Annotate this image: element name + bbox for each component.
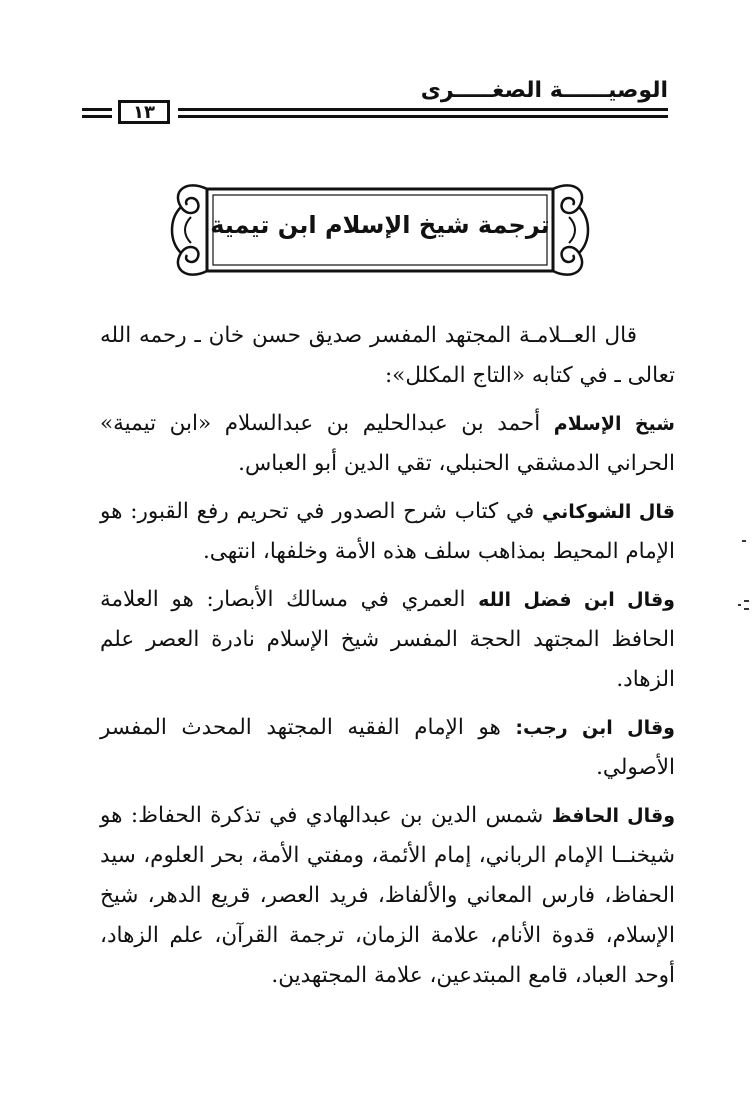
paragraph-lead: وقال ابن رجب:	[515, 717, 675, 739]
paragraph-text: العمري في مسالك الأبصار: هو العلامة الحافظ المجتهد الحجة المفسر شيخ الإسلام نادرة العصر علم الزهاد.	[100, 587, 675, 692]
paragraph-lead: وقال الحافظ	[551, 805, 676, 827]
page-number: ١٣	[118, 100, 170, 124]
paragraph	[100, 708, 675, 788]
paragraph	[100, 580, 675, 700]
paragraph-text: شمس الدين بن عبدالهادي في تذكرة الحفاظ: هو شيخنــا الإمام الرباني، إمام الأئمة، ومفتي الأمة، بحر العلوم، سيد الحفاظ، فارس المعاني والألفاظ، فريد العصر، قريع الدهر، شيخ الإسلام، قدوة الأنام، علامة الزمان، ترجمة القرآن، علم الزهاد، أوحد العباد، قامع المبتدعين، علامة المجتهدين.	[100, 803, 675, 988]
paragraph	[100, 796, 675, 996]
paragraph-lead: قال الشوكاني	[541, 501, 675, 523]
header-rule	[178, 108, 668, 122]
paragraph-text: أحمد بن عبدالحليم بن عبدالسلام «ابن تيمية» الحراني الدمشقي الحنبلي، تقي الدين أبو العباس.	[100, 411, 675, 476]
paragraph-text: هو الإمام الفقيه المجتهد المحدث المفسر الأصولي.	[100, 715, 675, 780]
paragraph-text: قال العــلامـة المجتهد المفسر صديق حسن خان ـ رحمه الله تعالى ـ في كتابه «التاج المكلل»:	[100, 323, 675, 388]
section-title: ترجمة شيخ الإسلام ابن تيمية	[210, 211, 550, 239]
paragraph	[100, 316, 675, 396]
scan-mark	[744, 608, 749, 610]
header-rule-left	[82, 108, 112, 118]
running-title: الوصيــــــة الصغـــــرى	[420, 78, 668, 103]
paragraph-text: في كتاب شرح الصدور في تحريم رفع القبور: هو الإمام المحيط بمذاهب سلف هذه الأمة وخلفها، انتهى.	[100, 499, 675, 564]
biography-text	[100, 316, 675, 1004]
paragraph	[100, 492, 675, 572]
scan-mark	[744, 600, 749, 602]
section-title-frame	[165, 175, 595, 285]
paragraph-lead: وقال ابن فضل الله	[478, 589, 675, 611]
paragraph	[100, 404, 675, 484]
scan-mark	[738, 604, 741, 606]
paragraph-lead: شيخ الإسلام	[553, 413, 675, 435]
running-header	[108, 78, 668, 122]
scan-mark	[742, 540, 746, 542]
